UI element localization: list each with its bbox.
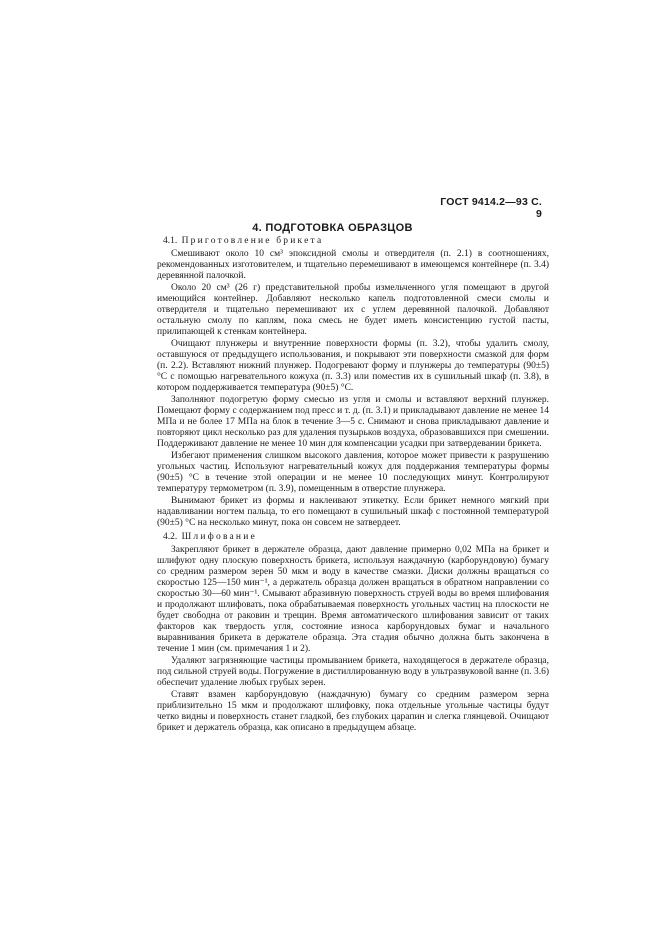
subsection-heading [163,532,549,543]
subsection-heading [163,236,549,247]
subsection-name: Приготовление брикета [181,236,324,246]
subsection-number: 4.1. [163,236,178,246]
paragraph: Удаляют загрязняющие частицы промыванием брикета, находящегося в держателе образца, под сильной струей воды. Погружение в дистиллированную воду в ультразвуковой ванне (п. 3.6) обеспечит удаление любых грубых зерен. [157,656,549,688]
paragraph: Смешивают около 10 см³ эпоксидной смолы и отвердителя (п. 2.1) в соотношениях, рекомендованных изготовителем, и тщательно перемешивают в имеющемся контейнере (п. 3.4) деревянной палочкой. [157,249,549,281]
section-title: 4. ПОДГОТОВКА ОБРАЗЦОВ [252,222,413,234]
page-header: ГОСТ 9414.2—93 С. 9 [440,196,542,220]
subsection-briquette [157,236,549,530]
subsection-grinding [157,532,549,735]
paragraph: Заполняют подогретую форму смесью из угля и смолы и вставляют верхний плунжер. Помещают форму с содержанием под пресс и т. д. (п. 3.1) и прикладывают давление не менее 14 МПа и не более 17 МПа на блок в течение 3—5 с. Снимают и снова прикладывают давление и повторяют цикл несколько раз для удаления пузырьков воздуха, образовавшихся при смешении. Поддерживают давление не менее 10 мин для компенсации усадки при затвердевании брикета. [157,395,549,449]
subsection-name: Шлифование [181,532,257,542]
subsection-number: 4.2. [163,532,178,542]
paragraph: Вынимают брикет из формы и наклеивают этикетку. Если брикет немного мягкий при надавливании ногтем пальца, то его помещают в сушильный шкаф с постоянной температурой (90±5) °С на несколько минут, пока он совсем не затвердеет. [157,496,549,528]
paragraph: Ставят взамен карборундовую (наждачную) бумагу со средним размером зерна приблизительно 15 мкм и продолжают шлифовку, пока отдельные угольные частицы будут четко видны и поверхность станет гладкой, без глубоких царапин и слегка глянцевой. Очищают брикет и держатель образца, как описано в предыдущем абзаце. [157,690,549,733]
paragraph: Около 20 см³ (26 г) представительной пробы измельченного угля помещают в другой имеющийся контейнер. Добавляют несколько капель подготовленной смеси смолы и отвердителя и тщательно перемешивают их с углем деревянной палочкой. Добавляют остальную смолу по каплям, пока смесь не будет иметь консистенцию густой пасты, прилипающей к стенкам контейнера. [157,283,549,337]
paragraph: Избегают применения слишком высокого давления, которое может привести к разрушению угольных частиц. Используют нагревательный кожух для поддержания температуры формы (90±5) °С в течение этой операции и не менее 10 последующих минут. Контролируют температуру термометром (п. 3.9), помещенным в отверстие плунжера. [157,451,549,494]
paragraph: Закрепляют брикет в держателе образца, дают давление примерно 0,02 МПа на брикет и шлифуют одну плоскую поверхность брикета, используя наждачную (карборундовую) бумагу со средним размером зерен 50 мкм и воду в качестве смазки. Диски должны вращаться со скоростью 125—150 мин⁻¹, а держатель образца должен вращаться в обратном направлении со скоростью 30—60 мин⁻¹. Смывают абразивную поверхность струей воды во время шлифования и продолжают шлифовать, пока обрабатываемая поверхность угольных частиц на плоскости не будет свободна от раковин и трещин. Время автоматического шлифования зависит от таких факторов как твердость угля, состояние износа карборундовых бумаг и начального выравнивания брикета в держателе образца. Эта стадия обычно должна быть закончена в течение 1 мин (см. примечания 1 и 2). [157,545,549,654]
paragraph: Очищают плунжеры и внутренние поверхности формы (п. 3.2), чтобы удалить смолу, оставшуюся от предыдущего использования, и покрывают эти поверхности смазкой для форм (п. 2.2). Вставляют нижний плунжер. Подогревают форму и плунжеры до температуры (90±5) °С с помощью нагревательного кожуха (п. 3.3) или поместив их в сушильный шкаф (п. 3.8), в котором поддерживается температура (90±5) °С. [157,339,549,393]
